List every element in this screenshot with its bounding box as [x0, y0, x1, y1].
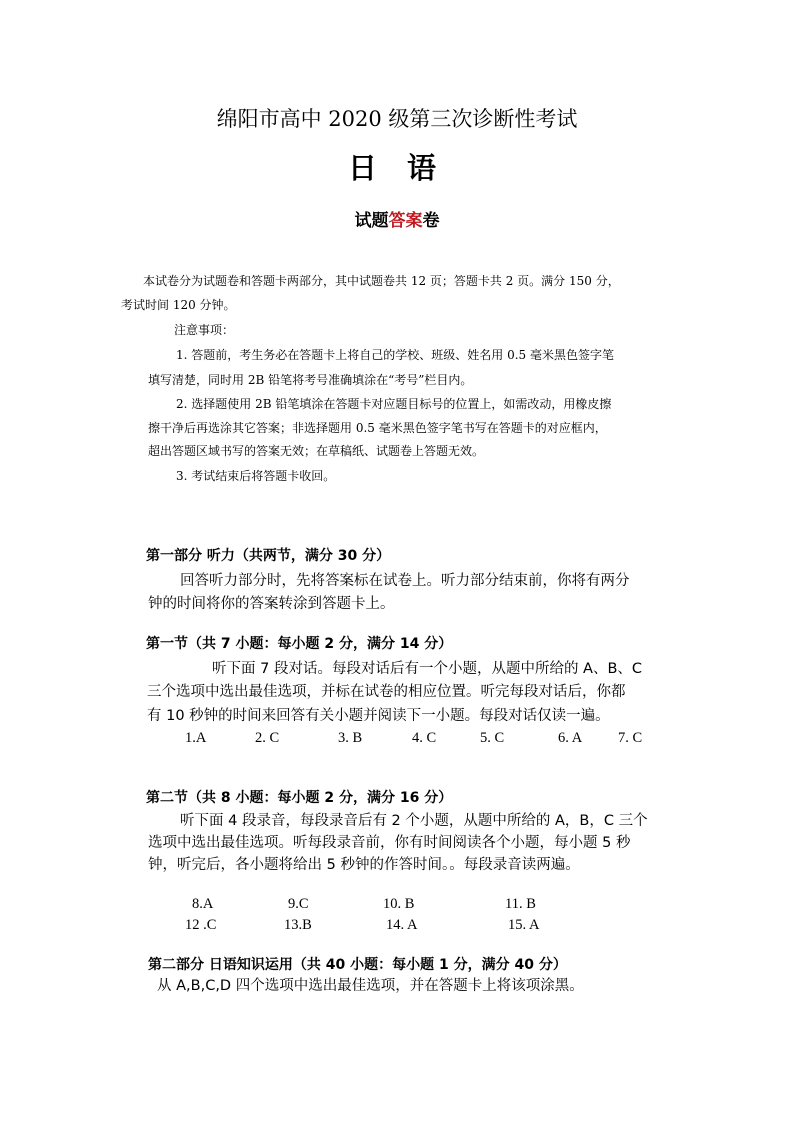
- section-2-line-1: 听下面 4 段录音，每段录音后有 2 个小题，从题中所给的 A，B，C 三个: [180, 813, 648, 829]
- paper-type-suffix: 卷: [422, 211, 440, 231]
- notes-heading: 注意事项：: [174, 323, 235, 337]
- part-1-line-1: 回答听力部分时，先将答案标在试卷上。听力部分结束前，你将有两分: [180, 573, 630, 589]
- intro-line-1: 本试卷分为试题卷和答题卡两部分，其中试题卷共 12 页；答题卡共 2 页。满分 150 分，: [143, 274, 620, 288]
- intro-line-2: 考试时间 120 分钟。: [121, 298, 236, 312]
- answer-item: 14. A: [386, 917, 418, 933]
- section-2-line-3: 钟，听完后，各小题将给出 5 秒钟的作答时间。。每段录音读两遍。: [148, 857, 580, 873]
- answer-item: 5. C: [480, 730, 505, 746]
- section-1-line-3: 有 10 秒钟的时间来回答有关小题并阅读下一小题。每段对话仅读一遍。: [147, 708, 610, 724]
- answer-item: 6. A: [558, 730, 583, 746]
- note-3: 3. 考试结束后将答题卡收回。: [176, 469, 336, 483]
- note-1-line-2: 填写清楚，同时用 2B 铅笔将考号准确填涂在“考号”栏目内。: [148, 373, 473, 387]
- subject-title: 日 语: [347, 151, 447, 185]
- paper-type-prefix: 试题: [354, 211, 389, 231]
- paper-type-label: [0, 208, 794, 234]
- section-1-line-1: 听下面 7 段对话。每段对话后有一个小题，从题中所给的 A、B、C: [212, 661, 643, 677]
- answer-item: 11. B: [505, 896, 536, 912]
- part-2-heading: 第二部分 日语知识运用（共 40 小题：每小题 1 分，满分 40 分）: [148, 957, 567, 973]
- part-1-heading: 第一部分 听力（共两节，满分 30 分）: [146, 548, 391, 564]
- section-2-line-2: 选项中选出最佳选项。听每段录音前，你有时间阅读各个小题，每小题 5 秒: [148, 835, 631, 851]
- answer-item: 2. C: [255, 730, 280, 746]
- note-1-line-1: 1. 答题前，考生务必在答题卡上将自己的学校、班级、姓名用 0.5 毫米黑色签字笔: [176, 348, 614, 362]
- note-2-line-3: 超出答题区域书写的答案无效；在草稿纸、试题卷上答题无效。: [148, 444, 485, 458]
- note-2-line-1: 2. 选择题使用 2B 铅笔填涂在答题卡对应题目标号的位置上，如需改动，用橡皮擦: [176, 397, 612, 411]
- answer-item: 4. C: [412, 730, 437, 746]
- answer-item: 9.C: [288, 896, 309, 912]
- section-2-heading: 第二节（共 8 小题：每小题 2 分，满分 16 分）: [146, 790, 453, 806]
- answer-item: 15. A: [508, 917, 540, 933]
- answer-item: 12 .C: [185, 917, 217, 933]
- part-1-line-2: 钟的时间将你的答案转涂到答题卡上。: [148, 596, 395, 612]
- answer-item: 1.A: [185, 730, 207, 746]
- section-1-line-2: 三个选项中选出最佳选项，并标在试卷的相应位置。听完每段对话后，你都: [147, 684, 626, 700]
- answer-item: 3. B: [338, 730, 363, 746]
- paper-type-accent: 答案: [388, 211, 423, 231]
- note-2-line-2: 擦干净后再选涂其它答案；非选择题用 0.5 毫米黑色签字笔书写在答题卡的对应框内，: [148, 421, 607, 435]
- section-1-heading: 第一节（共 7 小题：每小题 2 分，满分 14 分）: [146, 636, 453, 652]
- answer-item: 8.A: [192, 896, 214, 912]
- exam-title: 绵阳市高中 2020 级第三次诊断性考试: [216, 107, 578, 131]
- answer-item: 10. B: [383, 896, 415, 912]
- part-2-line-1: 从 A,B,C,D 四个选项中选出最佳选项，并在答题卡上将该项涂黑。: [157, 978, 584, 994]
- answer-item: 7. C: [618, 730, 643, 746]
- answer-item: 13.B: [284, 917, 312, 933]
